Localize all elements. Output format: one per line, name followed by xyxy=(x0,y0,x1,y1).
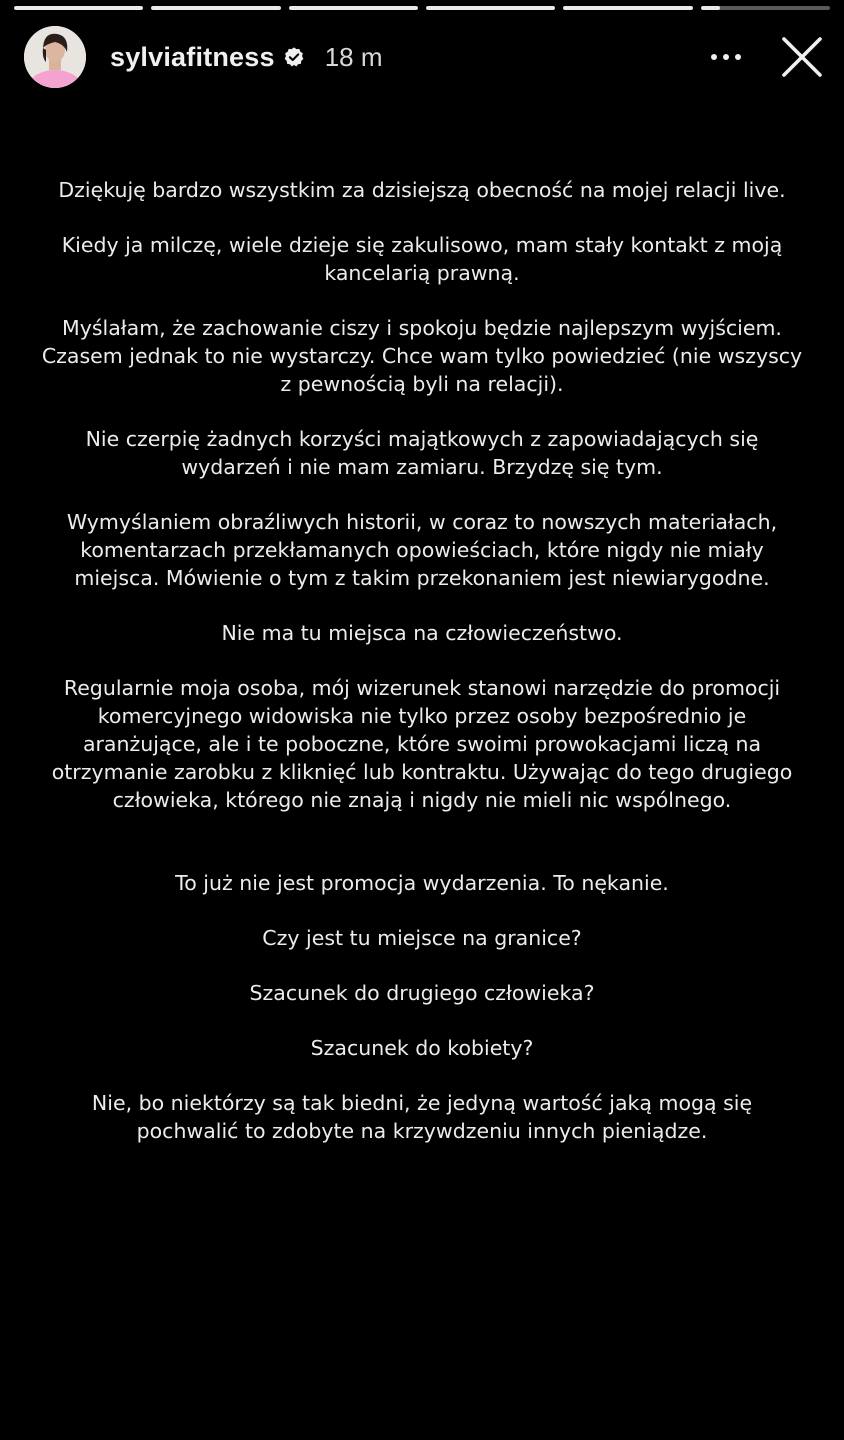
story-paragraph: Kiedy ja milczę, wiele dzieje się zakulisowo, mam stały kontakt z moją kancelarią prawną. xyxy=(61,233,783,285)
story-header xyxy=(24,26,828,88)
story-paragraph: Dziękuję bardzo wszystkim za dzisiejszą obecność na mojej relacji live. xyxy=(58,178,786,202)
progress-segment xyxy=(151,6,280,10)
story-paragraph: Nie ma tu miejsca na człowieczeństwo. xyxy=(221,621,623,645)
story-paragraph: Wymyślaniem obraźliwych historii, w coraz to nowszych materiałach, komentarzach przekłamanych opowieściach, które nigdy nie miały miejsca. Mówienie o tym z takim przekonaniem jest niewiarygodne. xyxy=(66,510,778,590)
more-horizontal-icon[interactable] xyxy=(706,47,746,67)
story-paragraph: Nie, bo niektórzy są tak biedni, że jedyną wartość jaką mogą się pochwalić to zdobyte na krzywdzeniu innych pieniądze. xyxy=(91,1091,753,1143)
avatar[interactable] xyxy=(24,26,86,88)
post-time: 18 m xyxy=(324,41,383,72)
username[interactable]: sylviafitness xyxy=(110,41,275,72)
progress-segment xyxy=(426,6,555,10)
progress-segment xyxy=(289,6,418,10)
progress-segment xyxy=(14,6,143,10)
story-paragraph: Nie czerpię żadnych korzyści majątkowych z zapowiadających się wydarzeń i nie mam zamiaru. Brzydzę się tym. xyxy=(85,427,759,479)
story-paragraph: Czy jest tu miejsce na granice? xyxy=(262,926,582,950)
story-paragraph: To już nie jest promocja wydarzenia. To nękanie. xyxy=(175,871,669,895)
close-icon[interactable] xyxy=(780,35,824,79)
story-paragraph: Szacunek do kobiety? xyxy=(310,1036,534,1060)
progress-segment xyxy=(701,6,830,10)
story-text-content xyxy=(20,176,824,1172)
story-paragraph: Myślałam, że zachowanie ciszy i spokoju będzie najlepszym wyjściem. Czasem jednak to nie wystarczy. Chce wam tylko powiedzieć (nie wszyscy z pewnością byli na relacji). xyxy=(41,316,803,396)
story-progress-bar xyxy=(14,6,830,10)
story-paragraph: Szacunek do drugiego człowieka? xyxy=(249,981,595,1005)
story-paragraph: Regularnie moja osoba, mój wizerunek stanowi narzędzie do promocji komercyjnego widowiska nie tylko przez osoby bezpośrednio je aranżujące, ale i te poboczne, które swoimi prowokacjami liczą na otrzymanie zarobku z kliknięć lub kontraktu. Używając do tego drugiego człowieka, którego nie znają i nigdy nie mieli nic wspólnego. xyxy=(51,676,793,812)
verified-badge-icon xyxy=(283,46,305,68)
progress-segment xyxy=(563,6,692,10)
